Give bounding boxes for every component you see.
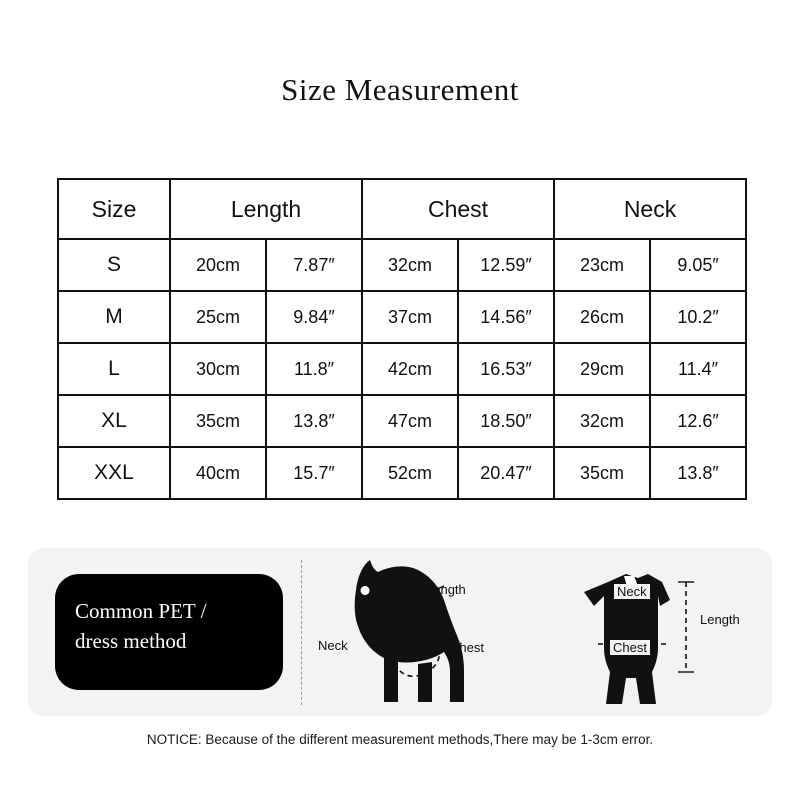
dog-label-neck: Neck xyxy=(318,638,348,653)
method-badge xyxy=(55,574,283,690)
cell-neck-cm: 26cm xyxy=(554,291,650,343)
page-title: Size Measurement xyxy=(281,72,519,107)
cell-neck-cm: 23cm xyxy=(554,239,650,291)
cell-neck-in: 13.8″ xyxy=(650,447,746,499)
cell-length-in: 11.8″ xyxy=(266,343,362,395)
cell-chest-cm: 52cm xyxy=(362,447,458,499)
cell-length-in: 15.7″ xyxy=(266,447,362,499)
table-row xyxy=(58,447,746,499)
pet-shirt-silhouette-icon xyxy=(552,552,767,712)
cell-size: XXL xyxy=(58,447,170,499)
dog-label-chest: Chest xyxy=(450,640,484,655)
cell-length-in: 7.87″ xyxy=(266,239,362,291)
size-table xyxy=(57,178,747,500)
cell-chest-in: 20.47″ xyxy=(458,447,554,499)
cell-chest-cm: 37cm xyxy=(362,291,458,343)
dog-label-length: Length xyxy=(426,582,466,597)
table-row xyxy=(58,395,746,447)
table-header-row xyxy=(58,179,746,239)
cell-size: XL xyxy=(58,395,170,447)
column-header-size: Size xyxy=(58,179,170,239)
column-header-chest: Chest xyxy=(362,179,554,239)
cell-neck-in: 9.05″ xyxy=(650,239,746,291)
shirt-label-neck: Neck xyxy=(614,584,650,599)
dog-silhouette-icon xyxy=(318,552,533,712)
column-header-length: Length xyxy=(170,179,362,239)
table-row xyxy=(58,343,746,395)
cell-size: S xyxy=(58,239,170,291)
cell-length-in: 9.84″ xyxy=(266,291,362,343)
cell-length-cm: 40cm xyxy=(170,447,266,499)
cell-length-cm: 25cm xyxy=(170,291,266,343)
cell-neck-in: 10.2″ xyxy=(650,291,746,343)
cell-chest-cm: 32cm xyxy=(362,239,458,291)
cell-length-cm: 30cm xyxy=(170,343,266,395)
cell-neck-in: 12.6″ xyxy=(650,395,746,447)
table-row xyxy=(58,239,746,291)
cell-size: L xyxy=(58,343,170,395)
cell-length-cm: 20cm xyxy=(170,239,266,291)
cell-neck-cm: 29cm xyxy=(554,343,650,395)
method-badge-line1: Common PET / xyxy=(75,599,207,623)
cell-chest-cm: 42cm xyxy=(362,343,458,395)
cell-chest-in: 16.53″ xyxy=(458,343,554,395)
cell-chest-in: 14.56″ xyxy=(458,291,554,343)
size-table-container xyxy=(57,178,745,500)
cell-neck-cm: 32cm xyxy=(554,395,650,447)
shirt-label-chest: Chest xyxy=(610,640,650,655)
notice-text: NOTICE: Because of the different measurement methods,There may be 1-3cm error. xyxy=(146,732,654,747)
cell-chest-in: 12.59″ xyxy=(458,239,554,291)
method-badge-line2: dress method xyxy=(75,629,187,653)
dog-figure xyxy=(318,552,533,712)
cell-neck-in: 11.4″ xyxy=(650,343,746,395)
cell-neck-cm: 35cm xyxy=(554,447,650,499)
cell-chest-cm: 47cm xyxy=(362,395,458,447)
cell-size: M xyxy=(58,291,170,343)
column-header-neck: Neck xyxy=(554,179,746,239)
table-row xyxy=(58,291,746,343)
cell-length-cm: 35cm xyxy=(170,395,266,447)
panel-divider xyxy=(301,560,302,705)
cell-chest-in: 18.50″ xyxy=(458,395,554,447)
shirt-figure xyxy=(552,552,767,712)
shirt-label-length: Length xyxy=(700,612,740,627)
cell-length-in: 13.8″ xyxy=(266,395,362,447)
